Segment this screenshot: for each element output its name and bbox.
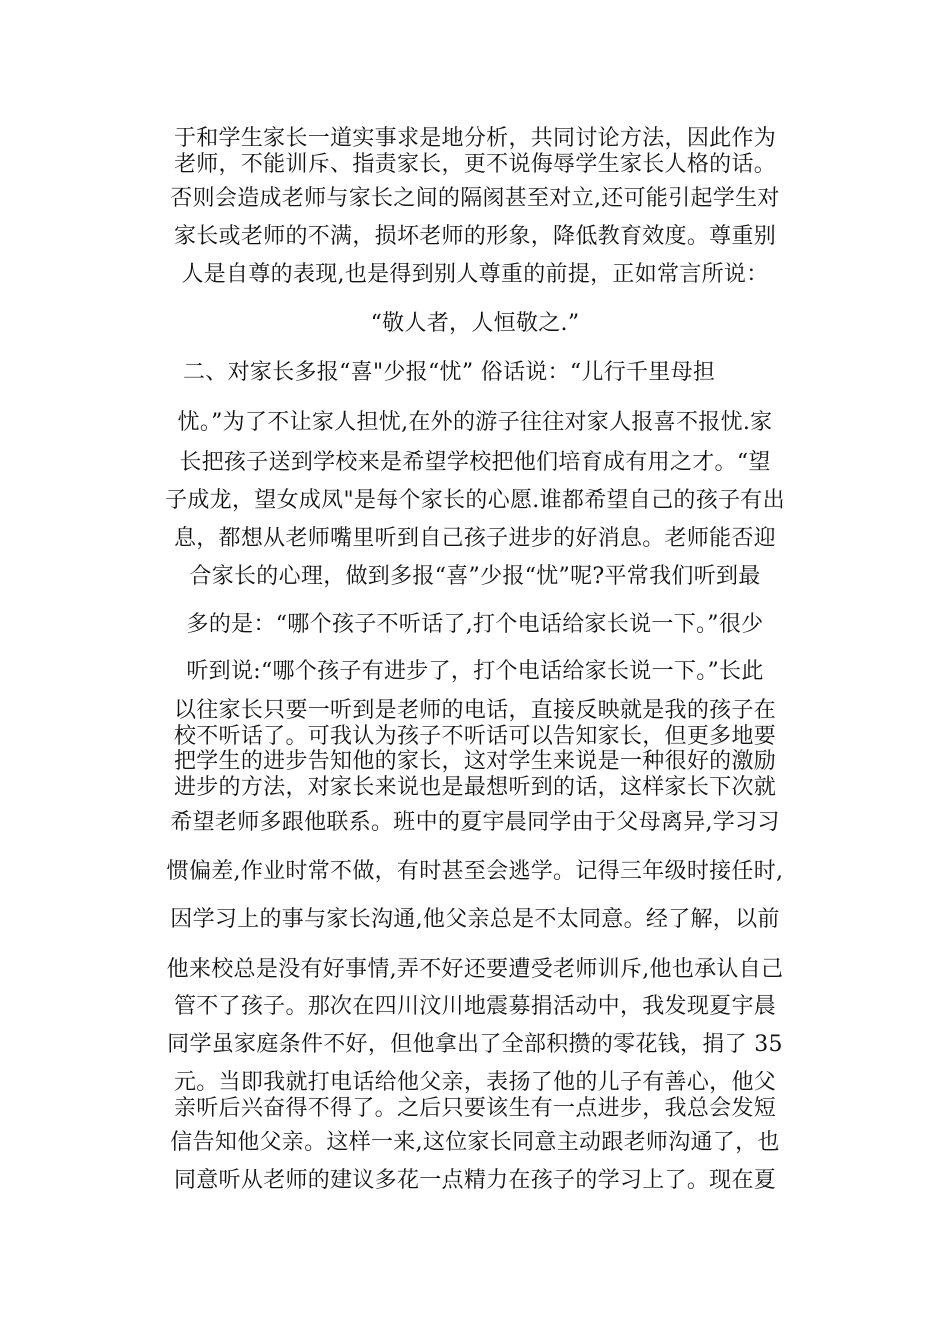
text-line: 忧。”为了不让家人担忧,在外的游子往往对家人报喜不报忧.家 — [177, 410, 773, 435]
text-line: 否则会造成老师与家长之间的隔阂甚至对立,还可能引起学生对 — [170, 186, 780, 211]
text-line: 同意听从老师的建议多花一点精力在孩子的学习上了。现在夏 — [173, 1168, 777, 1193]
text-line: 息，都想从老师嘴里听到自己孩子进步的好消息。老师能否迎 — [173, 526, 777, 551]
text-line: 子成龙，望女成凤"是每个家长的心愿.谁都希望自己的孩子有出 — [165, 488, 785, 513]
text-line: 家长或老师的不满，损坏老师的形象，降低教育效度。尊重别 — [173, 224, 777, 249]
text-line: 元。当即我就打电话给他父亲，表扬了他的儿子有善心，他父 — [173, 1070, 777, 1095]
text-line: 听到说:“哪个孩子有进步了，打个电话给家长说一下。”长此 — [186, 659, 764, 684]
text-line: 把学生的进步告知他的家长，这对学生来说是一种很好的激励 — [173, 749, 777, 774]
quote-line: “敬人者，人恒敬之.” — [370, 311, 580, 336]
section-heading-line: 二、对家长多报“喜"少报“忧” 俗话说：“儿行千里母担 — [183, 360, 716, 385]
text-line: 进步的方法，对家长来说也是最想听到的话，这样家长下次就 — [173, 775, 777, 800]
text-line: 他来校总是没有好事情,弄不好还要遭受老师训斥,他也承认自己 — [166, 957, 784, 982]
text-line: 希望老师多跟他联系。班中的夏宇晨同学由于父母离异,学习习 — [170, 810, 780, 835]
text-line: 以往家长只要一听到是老师的电话，直接反映就是我的孩子在 — [173, 698, 777, 723]
text-line: 信告知他父亲。这样一来,这位家长同意主动跟老师沟通了，也 — [170, 1130, 780, 1155]
text-line: 人是自尊的表现,也是得到别人尊重的前提，正如常言所说： — [181, 262, 769, 287]
text-line: 管不了孩子。那次在四川汶川地震募捐活动中，我发现夏宇晨 — [173, 994, 777, 1019]
text-line: 校不听话了。可我认为孩子不听话可以告知家长，但更多地要 — [173, 724, 777, 749]
text-line: 亲听后兴奋得不得了。之后只要该生有一点进步，我总会发短 — [173, 1096, 777, 1121]
text-line: 合家长的心理，做到多报“喜”少报“忧”呢?平常我们听到最 — [189, 564, 761, 589]
text-line: 于和学生家长一道实事求是地分析，共同讨论方法，因此作为 — [173, 126, 777, 151]
text-line: 老师，不能训斥、指责家长，更不说侮辱学生家长人格的话。 — [173, 152, 777, 177]
text-line: 同学虽家庭条件不好，但他拿出了全部积攒的零花钱，捐了 35 — [167, 1032, 783, 1057]
text-line: 惯偏差,作业时常不做，有时甚至会逃学。记得三年级时接任时, — [166, 859, 784, 884]
text-line: 因学习上的事与家长沟通,他父亲总是不太同意。经了解，以前 — [170, 907, 780, 932]
text-line: 多的是：“哪个孩子不听话了,打个电话给家长说一下。”很少 — [186, 612, 764, 637]
text-line: 长把孩子送到学校来是希望学校把他们培育成有用之才。“望 — [179, 450, 771, 475]
